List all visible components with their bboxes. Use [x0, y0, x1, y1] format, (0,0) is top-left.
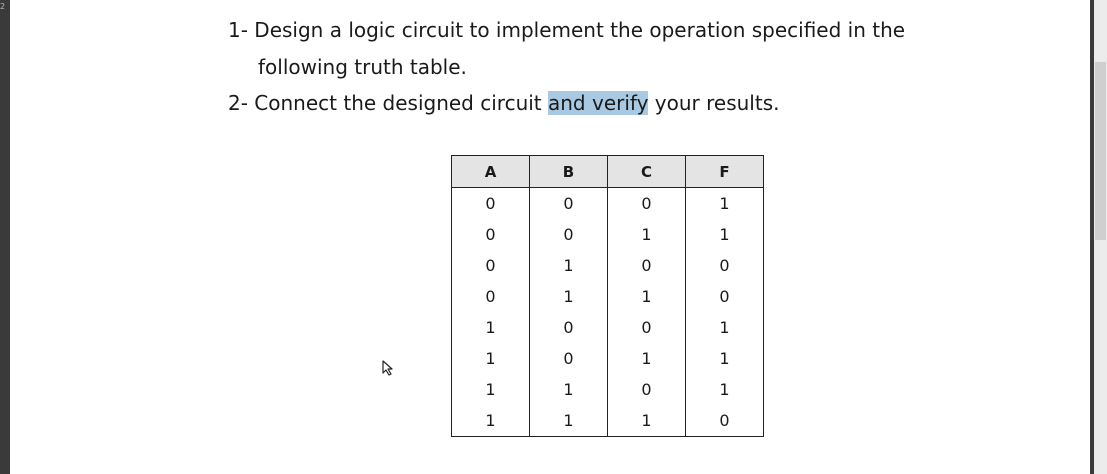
table-cell: 1	[686, 219, 764, 250]
selected-text[interactable]: and verify	[548, 91, 649, 115]
table-row	[452, 312, 764, 343]
table-cell: 0	[686, 281, 764, 312]
column-header-a: A	[452, 156, 530, 188]
table-row	[452, 250, 764, 281]
table-cell: 0	[530, 188, 608, 220]
table-cell: 0	[608, 374, 686, 405]
left-edge-mark: 2	[0, 2, 6, 11]
table-row	[452, 188, 764, 220]
table-row	[452, 374, 764, 405]
instruction-line-1-continued: following truth table.	[258, 55, 467, 79]
table-row	[452, 219, 764, 250]
table-cell: 1	[686, 374, 764, 405]
column-header-c: C	[608, 156, 686, 188]
table-cell: 0	[608, 312, 686, 343]
instruction-text: 2- Connect the designed circuit	[228, 91, 548, 115]
instruction-line-1: 1- Design a logic circuit to implement the operation specified in the	[228, 18, 906, 42]
table-cell: 0	[686, 250, 764, 281]
table-cell: 1	[452, 312, 530, 343]
table-header-row	[452, 156, 764, 188]
table-cell: 1	[530, 250, 608, 281]
table-cell: 0	[530, 312, 608, 343]
table-cell: 1	[530, 374, 608, 405]
table-cell: 1	[608, 405, 686, 437]
table-cell: 1	[530, 281, 608, 312]
scrollbar-thumb[interactable]	[1095, 62, 1106, 240]
table-row	[452, 405, 764, 437]
table-cell: 1	[608, 219, 686, 250]
instruction-text: your results.	[648, 91, 780, 115]
table-cell: 0	[530, 343, 608, 374]
table-cell: 0	[452, 188, 530, 220]
table-cell: 0	[452, 281, 530, 312]
table-row	[452, 343, 764, 374]
table-cell: 1	[452, 343, 530, 374]
left-window-edge	[0, 0, 10, 474]
table-cell: 1	[452, 374, 530, 405]
table-row	[452, 281, 764, 312]
table-cell: 0	[452, 250, 530, 281]
table-cell: 1	[686, 188, 764, 220]
table-cell: 0	[686, 405, 764, 437]
mouse-pointer-icon	[382, 360, 396, 376]
truth-table	[451, 155, 764, 437]
table-cell: 0	[608, 250, 686, 281]
instruction-line-2	[228, 89, 779, 117]
column-header-b: B	[530, 156, 608, 188]
table-cell: 1	[686, 343, 764, 374]
table-cell: 0	[608, 188, 686, 220]
table-cell: 1	[452, 405, 530, 437]
table-cell: 1	[686, 312, 764, 343]
table-cell: 1	[608, 281, 686, 312]
table-cell: 0	[530, 219, 608, 250]
column-header-f: F	[686, 156, 764, 188]
table-cell: 0	[452, 219, 530, 250]
table-cell: 1	[530, 405, 608, 437]
table-cell: 1	[608, 343, 686, 374]
